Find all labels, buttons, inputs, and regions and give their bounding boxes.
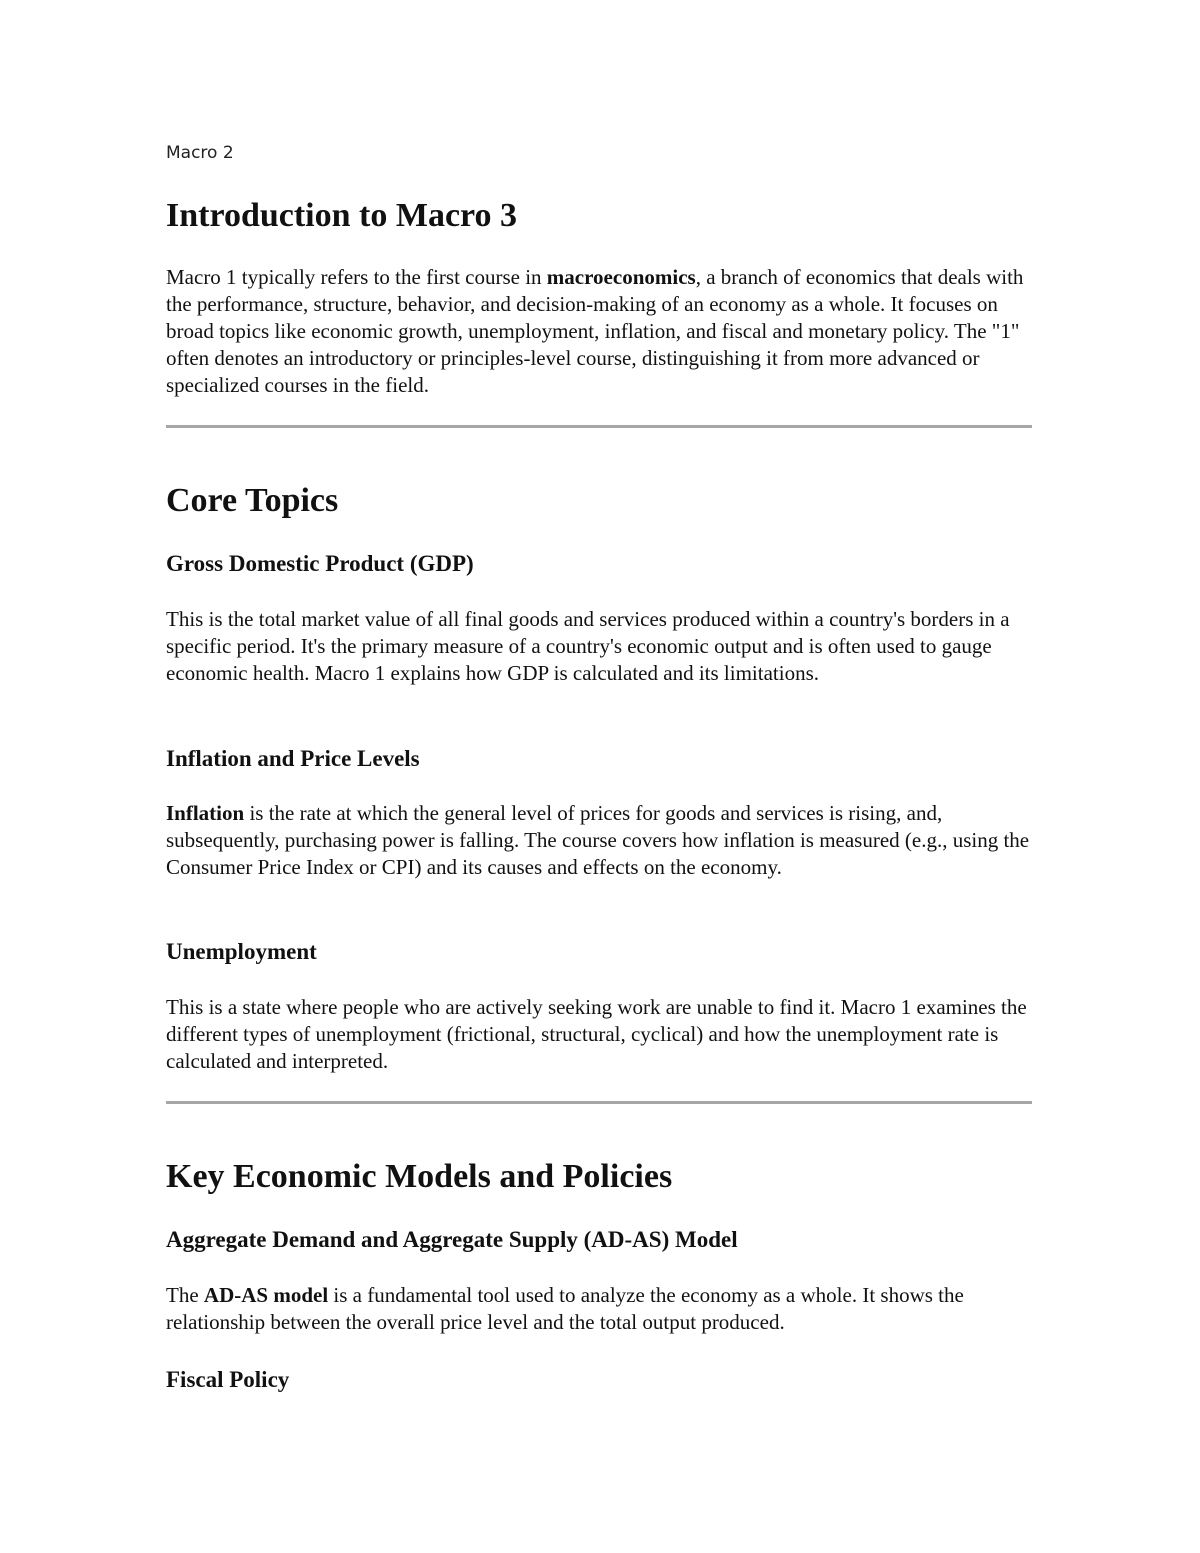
core-topics-title: Core Topics bbox=[166, 482, 339, 519]
section-divider-2 bbox=[166, 1101, 1032, 1104]
adas-heading: Aggregate Demand and Aggregate Supply (AD-AS) Model bbox=[166, 1227, 738, 1252]
inflation-bold-term: Inflation bbox=[166, 801, 245, 825]
intro-paragraph bbox=[166, 264, 1034, 399]
unemployment-heading: Unemployment bbox=[166, 939, 317, 964]
gdp-heading: Gross Domestic Product (GDP) bbox=[166, 551, 474, 576]
fiscal-policy-heading: Fiscal Policy bbox=[166, 1367, 290, 1392]
gdp-paragraph: This is the total market value of all final goods and services produced within a country's borders in a specific period. It's the primary measure of a country's economic output and is often used to gauge economic health. Macro 1 explains how GDP is calculated and its limitations. bbox=[166, 607, 1010, 685]
section-divider-1 bbox=[166, 425, 1032, 428]
page-header-label: Macro 2 bbox=[166, 143, 234, 163]
intro-bold-term: macroeconomics bbox=[546, 265, 696, 289]
adas-text-end: is a fundamental tool used to analyze the economy as a whole. It shows the relationship between the overall price level and the total output produced. bbox=[166, 1283, 964, 1334]
unemployment-paragraph: This is a state where people who are actively seeking work are unable to find it. Macro 1 examines the different types of unemployment (frictional, structural, cyclical) and how the unemployment rate is calculated and interpreted. bbox=[166, 995, 1027, 1073]
adas-paragraph bbox=[166, 1282, 1034, 1336]
intro-text-end: , a branch of economics that deals with the performance, structure, behavior, and decision-making of an economy as a whole. It focuses on broad topics like economic growth, unemployment, inflation, and fiscal and monetary policy. The "1" often denotes an introductory or principles-level course, distinguishing it from more advanced or specialized courses in the field. bbox=[166, 265, 1024, 397]
adas-bold-term: AD-AS model bbox=[203, 1283, 329, 1307]
intro-text-start: Macro 1 typically refers to the first course in bbox=[166, 265, 547, 289]
intro-title: Introduction to Macro 3 bbox=[166, 197, 518, 234]
models-title: Key Economic Models and Policies bbox=[166, 1158, 673, 1195]
adas-text-start: The bbox=[166, 1283, 204, 1307]
inflation-paragraph bbox=[166, 800, 1034, 881]
inflation-text: is the rate at which the general level of prices for goods and services is rising, and, subsequently, purchasing power is falling. The course covers how inflation is measured (e.g., using the Consumer Price Index or CPI) and its causes and effects on the economy. bbox=[166, 801, 1030, 879]
inflation-heading: Inflation and Price Levels bbox=[166, 746, 420, 771]
